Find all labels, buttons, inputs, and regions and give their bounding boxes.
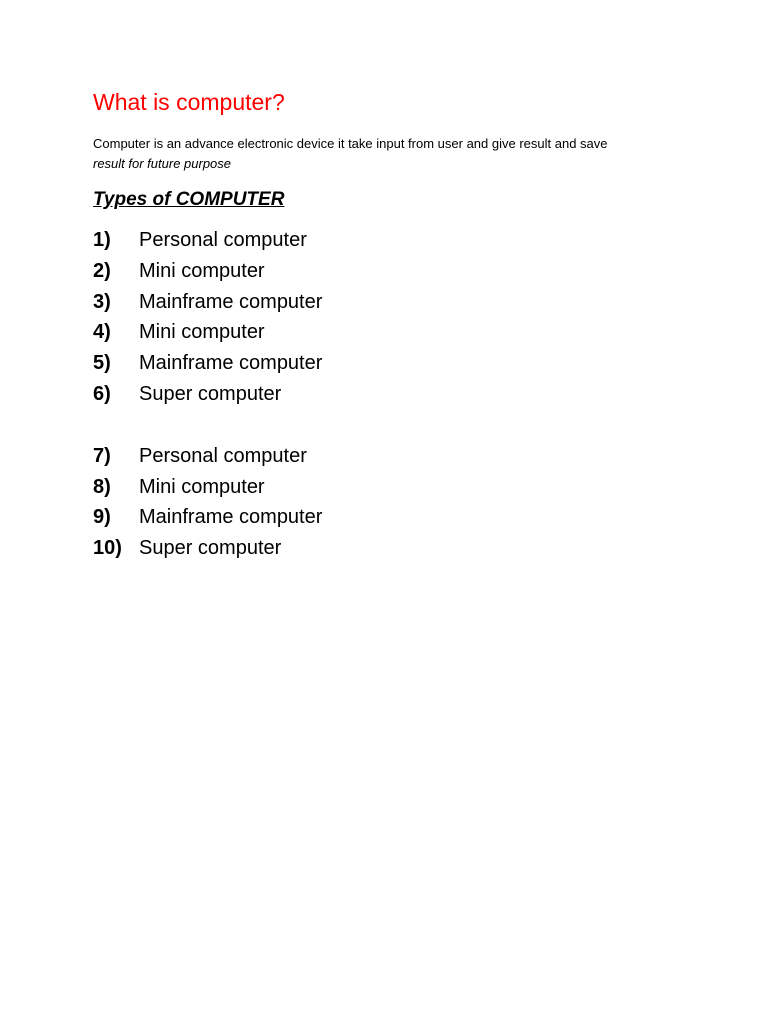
list-item	[93, 472, 693, 503]
list-spacer	[93, 410, 693, 441]
list-item-number: 4)	[93, 321, 111, 344]
computer-types-list	[93, 225, 693, 564]
intro-line-2: result for future purpose	[93, 156, 232, 171]
list-item-text: Mainframe computer	[139, 352, 323, 375]
list-item-text: Personal computer	[139, 444, 307, 467]
list-item-text: Super computer	[139, 382, 282, 405]
list-item-text: Mainframe computer	[139, 290, 323, 313]
intro-paragraph	[93, 134, 693, 174]
list-item-text: Mainframe computer	[139, 506, 323, 529]
list-item	[93, 441, 693, 472]
list-item-number: 2)	[93, 259, 111, 282]
list-item-number: 5)	[93, 352, 111, 375]
list-item	[93, 533, 693, 564]
list-item-number: 1)	[93, 229, 111, 251]
list-item-number: 10)	[93, 537, 122, 560]
list-item-text: Mini computer	[139, 321, 265, 344]
list-item	[93, 348, 693, 379]
list-item-number: 9)	[93, 506, 111, 529]
list-item-number: 3)	[93, 290, 111, 313]
list-item	[93, 225, 693, 256]
list-item-text: Personal computer	[139, 229, 307, 251]
list-item-text: Mini computer	[139, 259, 265, 282]
section-heading: Types of COMPUTER	[93, 189, 285, 210]
list-item	[93, 379, 693, 410]
document-body	[93, 86, 693, 564]
list-item-number: 7)	[93, 444, 111, 467]
document-title: What is computer?	[93, 89, 285, 115]
list-item	[93, 317, 693, 348]
list-item	[93, 256, 693, 287]
list-item-text: Super computer	[139, 537, 282, 560]
list-item-number: 8)	[93, 475, 111, 498]
list-item	[93, 287, 693, 318]
intro-line-1: Computer is an advance electronic device it take input from user and give result and save	[93, 136, 608, 151]
list-item-text: Mini computer	[139, 475, 265, 498]
list-item-number: 6)	[93, 382, 111, 405]
list-item	[93, 502, 693, 533]
